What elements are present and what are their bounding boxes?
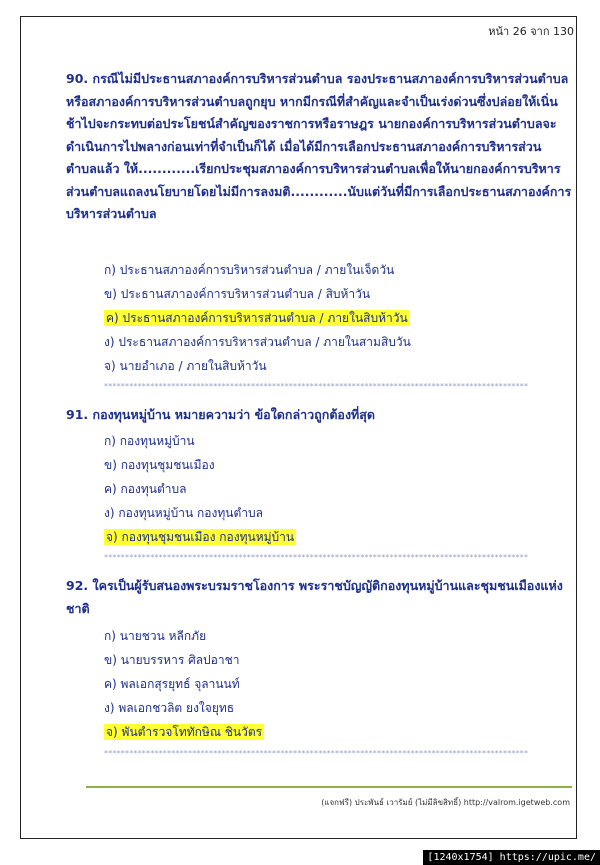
answer-option-correct: จ) กองทุนชุมชนเมือง กองทุนหมู่บ้าน [106,530,295,544]
answer-option: จ) นายอำเภอ / ภายในสิบห้าวัน [104,359,267,373]
answer-option: ข) นายบรรหาร ศิลปอาชา [104,653,240,667]
question-text: 90. กรณีไม่มีประธานสภาองค์การบริหารส่วนตำบล รองประธานสภาองค์การบริหารส่วนตำบล หรือสภาองค์การบริหารส่วนตำบลถูกยุบ หากมีกรณีที่สำคัญและจำเป็นเร่งด่วนซึ่งปล่อยให้เนิ่นช้าไปจะกระทบต่อประโยชน์สำคัญของราชการหรือราษฎร นายกองค์การบริหารส่วนตำบลจะดำเนินการไปพลางก่อนเท่าที่จำเป็นก็ได้ เมื่อได้มีการเลือกประธานสภาองค์การบริหารส่วนตำบลแล้ว ให้............เรียกประชุมสภาองค์การบริหารส่วนตำบลเพื่อให้นายกองค์การบริหารส่วนตำบลแถลงนโยบายโดยไม่มีการลงมติ............นับแต่วันที่มีการเลือกประธานสภาองค์การบริหารส่วนตำบล [66,71,572,221]
question-text: 92. ใครเป็นผู้รับสนองพระบรมราชโองการ พระราชบัญญัติกองทุนหมู่บ้านและชุมชนเมืองแห่งชาติ [66,578,563,616]
answer-option: ง) พลเอกชวลิต ยงใจยุทธ [104,701,235,715]
image-host-watermark: [1240x1754] https://upic.me/ [423,850,600,865]
answer-option: ค) กองทุนตำบล [104,482,187,496]
separator-line: ***************************************************************************************************** [104,383,529,391]
page-number: หน้า 26 จาก 130 [488,25,574,38]
answer-option: ก) ประธานสภาองค์การบริหารส่วนตำบล / ภายในเจ็ดวัน [104,263,395,277]
answer-option-correct: จ) พันตำรวจโททักษิณ ชินวัตร [106,725,263,739]
separator-line: ***************************************************************************************************** [104,750,529,758]
answer-option-correct: ค) ประธานสภาองค์การบริหารส่วนตำบล / ภายในสิบห้าวัน [106,311,408,325]
answer-option: ค) พลเอกสุรยุทธ์ จุลานนท์ [104,677,240,691]
answer-option: ง) กองทุนหมู่บ้าน กองทุนตำบล [104,506,263,520]
answer-option: ข) ประธานสภาองค์การบริหารส่วนตำบล / สิบห้าวัน [104,287,371,301]
answer-option: ข) กองทุนชุมชนเมือง [104,458,215,472]
answer-option: ก) กองทุนหมู่บ้าน [104,434,195,448]
footer-rule [86,786,572,788]
footer-credit: (แจกฟรี) ประพันธ์ เวารัมย์ (ไม่มีลิขสิทธิ์) http://valrom.igetweb.com [321,798,570,807]
answer-option: ก) นายชวน หลีกภัย [104,629,207,643]
answer-option: ง) ประธานสภาองค์การบริหารส่วนตำบล / ภายในสามสิบวัน [104,335,411,349]
separator-line: ***************************************************************************************************** [104,554,529,562]
question-text: 91. กองทุนหมู่บ้าน หมายความว่า ข้อใดกล่าวถูกต้องที่สุด [66,407,376,422]
